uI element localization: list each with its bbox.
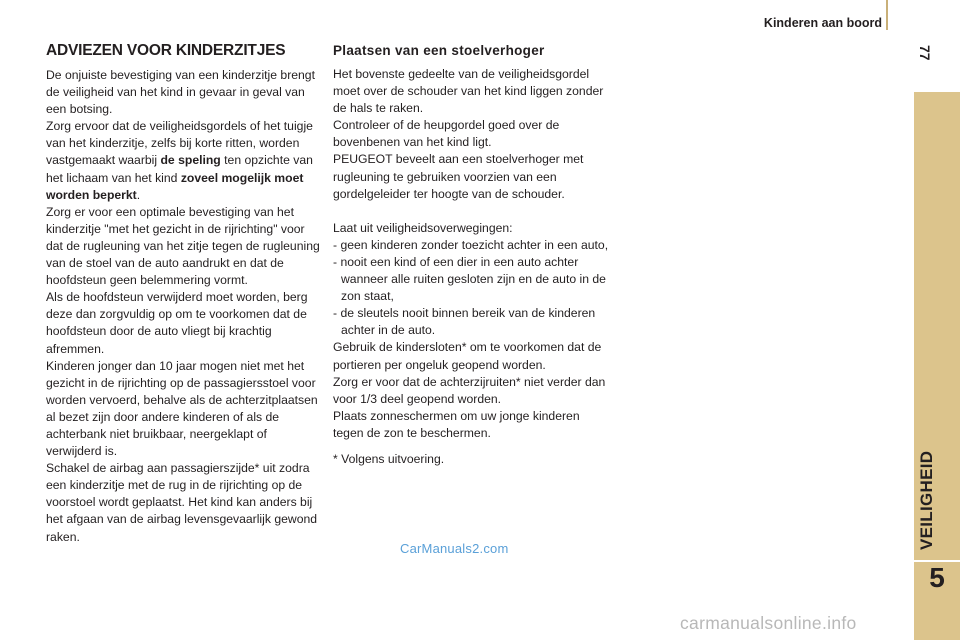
watermark-footer: carmanualsonline.info (680, 613, 857, 633)
paragraph-2-text-c: . (136, 187, 141, 202)
paragraph-6: Schakel de airbag aan passagierszijde* uit zodra een kinderzitje met de rug in de rijrichting op de voorstoel wordt geplaatst. Het kind kan anders bij het afgaan van de airbag levensgevaarlijk gewond raken. (46, 461, 318, 544)
footnote: * Volgens uitvoering. (333, 451, 445, 466)
left-column (46, 42, 324, 546)
paragraph-3: PEUGEOT beveelt aan een stoelverhoger met rugleuning te gebruiken voorzien van een gordelgeleider ter hoogte van de schouder. (333, 152, 584, 201)
paragraph-2 (46, 118, 324, 203)
watermark-center: CarManuals2.com (400, 541, 509, 556)
paragraph-4: Laat uit veiligheidsoverwegingen: (333, 220, 513, 235)
paragraph-2-emphasis-a: de speling (160, 153, 221, 168)
paragraph-2-emphasis-b: zoveel mogelijk moet worden beperkt (46, 170, 304, 202)
side-tab-label (914, 92, 960, 560)
spacer (333, 442, 611, 451)
paragraph-5: Kinderen jonger dan 10 jaar mogen niet met het gezicht in de rijrichting op de passagiersstoel voor worden vervoerd, behalve als de achterzitplaatsen al bezet zijn door andere kinderen of als de achterbank niet bruikbaar, neergeklapt of verwijderd is. (46, 358, 318, 459)
paragraph-1: De onjuiste bevestiging van een kinderzitje brengt de veiligheid van het kind in gevaar in geval van een botsing. (46, 68, 315, 117)
page-number (918, 44, 932, 66)
chapter-header-title: Kinderen aan boord (763, 16, 882, 30)
paragraph-6: Zorg er voor dat de achterzijruiten* niet verder dan voor 1/3 deel geopend worden. (333, 374, 606, 406)
paragraph-5: Gebruik de kindersloten* om te voorkomen dat de portieren per ongeluk geopend worden. (333, 340, 602, 372)
right-column (333, 42, 611, 468)
side-tab-label-text: VEILIGHEID (917, 450, 936, 550)
paragraph-3: Zorg er voor een optimale bevestiging van het kinderzitje "met het gezicht in de rijrichting" voor dat de rugleuning van het zitje tegen de rugleuning van de stoel van de auto aandrukt en dat de hoofdsteun geen belemmering vormt. (46, 204, 320, 288)
section-title: ADVIEZEN VOOR KINDERZITJES (46, 42, 286, 59)
paragraph-4: Als de hoofdsteun verwijderd moet worden, berg deze dan zorgvuldig op om te voorkomen dat de hoofdsteun door de auto vliegt bij krachtig afremmen. (46, 290, 308, 356)
list-item: - nooit een kind of een dier in een auto achter wanneer alle ruiten gesloten zijn en de auto in de zon staat, (333, 254, 606, 304)
paragraph-2: Controleer of de heupgordel goed over de bovenbenen van het kind ligt. (333, 118, 560, 150)
section-number: 5 (929, 562, 945, 593)
paragraph-2-text-b: ten opzichte van het lichaam van het kind (46, 153, 313, 185)
header-divider (886, 0, 888, 30)
spacer (333, 203, 611, 220)
paragraph-2-text-a: Zorg ervoor dat de veiligheidsgordels of het tuigje van het kinderzitje, zelfs bij korte ritten, worden vastgemaakt waarbij (46, 119, 313, 168)
paragraph-7: Plaats zonneschermen om uw jonge kinderen tegen de zon te beschermen. (333, 408, 580, 440)
page-number-text: 77 (917, 45, 933, 61)
paragraph-1: Het bovenste gedeelte van de veiligheidsgordel moet over de schouder van het kind liggen zonder de hals te raken. (333, 67, 604, 116)
list-item: - de sleutels nooit binnen bereik van de kinderen achter in de auto. (333, 306, 596, 338)
list-item: - geen kinderen zonder toezicht achter in een auto, (333, 237, 609, 252)
subsection-title: Plaatsen van een stoelverhoger (333, 43, 545, 58)
